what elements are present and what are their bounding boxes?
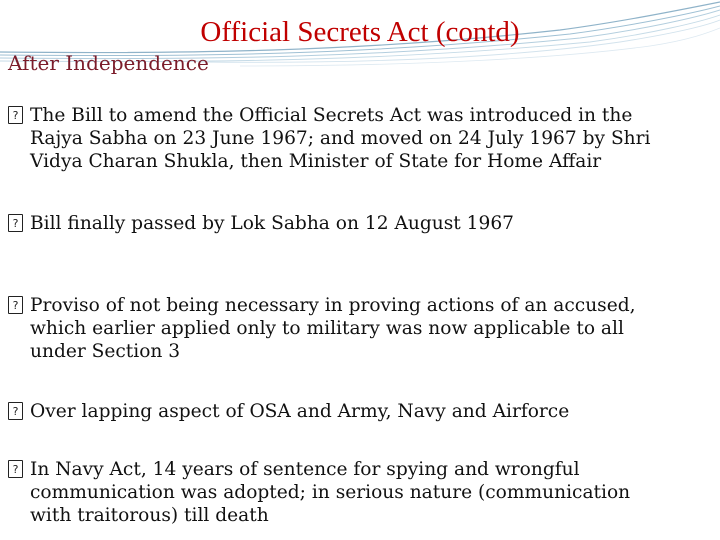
bullet-item (8, 400, 714, 423)
bullet-line: communication was adopted; in serious nature (communication (30, 482, 631, 503)
bullet-item (8, 294, 714, 363)
bullet-line: under Section 3 (30, 341, 181, 362)
missing-glyph-box-icon: ? (8, 296, 23, 314)
missing-glyph-box-icon: ? (8, 106, 23, 124)
bullet-line: Rajya Sabha on 23 June 1967; and moved on 24 July 1967 by Shri (30, 128, 651, 149)
bullet-item (8, 458, 714, 527)
bullet-line: which earlier applied only to military was now applicable to all (30, 318, 624, 339)
bullet-line: Bill finally passed by Lok Sabha on 12 August 1967 (30, 213, 514, 234)
bullet-line: with traitorous) till death (30, 505, 269, 526)
missing-glyph-box-icon: ? (8, 460, 23, 478)
bullet-line: Proviso of not being necessary in proving actions of an accused, (30, 295, 636, 316)
missing-glyph-box-icon: ? (8, 214, 23, 232)
slide-subtitle: After Independence (8, 51, 209, 75)
bullet-line: Over lapping aspect of OSA and Army, Navy and Airforce (30, 401, 570, 422)
bullet-item (8, 212, 714, 235)
slide-title: Official Secrets Act (contd) (200, 16, 520, 48)
bullet-line: Vidya Charan Shukla, then Minister of State for Home Affair (30, 151, 602, 172)
bullet-line: The Bill to amend the Official Secrets Act was introduced in the (30, 105, 633, 126)
bullet-line: In Navy Act, 14 years of sentence for spying and wrongful (30, 459, 580, 480)
missing-glyph-box-icon: ? (8, 402, 23, 420)
bullet-item (8, 104, 714, 173)
